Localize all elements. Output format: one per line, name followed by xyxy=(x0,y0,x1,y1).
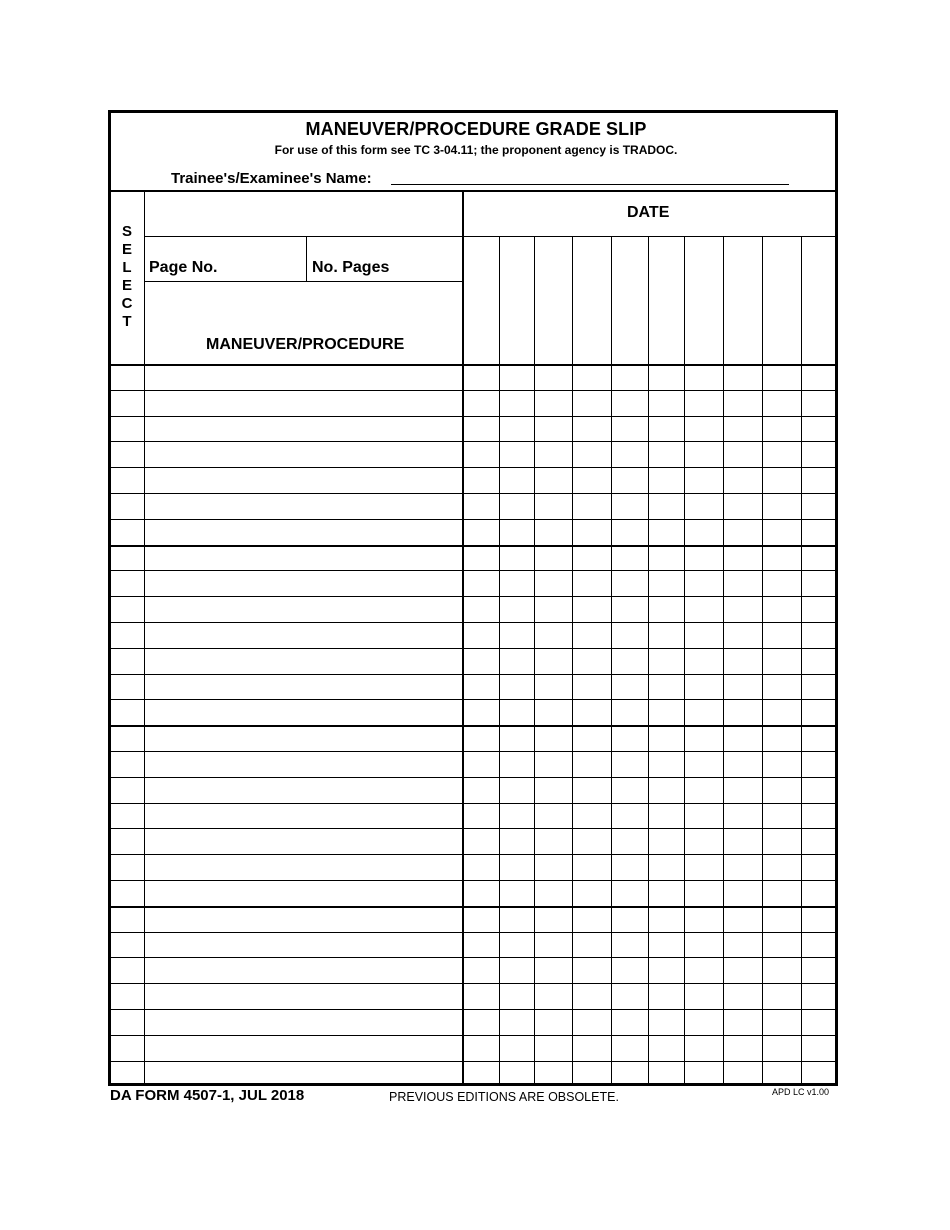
form-header xyxy=(111,113,835,192)
table-row-line xyxy=(111,880,835,881)
table-row-line xyxy=(111,622,835,623)
select-letter: E xyxy=(121,277,132,294)
page-no-divider xyxy=(306,236,307,281)
select-letter: C xyxy=(121,295,133,312)
form-subtitle: For use of this form see TC 3-04.11; the proponent agency is TRADOC. xyxy=(274,143,678,157)
editions-note: PREVIOUS EDITIONS ARE OBSOLETE. xyxy=(389,1090,619,1104)
table-row-line xyxy=(111,519,835,520)
page-no-row-bottom xyxy=(144,281,462,282)
select-letter: S xyxy=(121,223,132,240)
table-row-line xyxy=(111,441,835,442)
table-row-line xyxy=(111,803,835,804)
maneuver-column-divider xyxy=(462,190,464,1083)
table-row-line xyxy=(111,674,835,675)
grade-slip-form xyxy=(108,110,838,1086)
no-pages-label: No. Pages xyxy=(312,259,390,276)
date-header: DATE xyxy=(627,204,670,221)
table-row-line xyxy=(111,725,835,727)
select-column-header xyxy=(119,223,135,331)
table-row-line xyxy=(111,1035,835,1036)
page-no-label: Page No. xyxy=(149,259,218,276)
table-row-line xyxy=(111,1061,835,1062)
version-label: APD LC v1.00 xyxy=(772,1087,830,1097)
table-row-line xyxy=(111,390,835,391)
table-row-line xyxy=(111,983,835,984)
table-row-line xyxy=(111,493,835,494)
table-row-line xyxy=(111,932,835,933)
table-row-line xyxy=(111,699,835,700)
select-letter: E xyxy=(121,241,132,258)
table-row-line xyxy=(111,467,835,468)
form-number: DA FORM 4507-1, JUL 2018 xyxy=(110,1087,305,1104)
table-row-line xyxy=(111,596,835,597)
select-letter: L xyxy=(122,259,132,276)
maneuver-procedure-header: MANEUVER/PROCEDURE xyxy=(206,336,405,353)
date-row-divider xyxy=(144,236,835,237)
table-row-line xyxy=(111,364,835,366)
table-row-line xyxy=(111,1009,835,1010)
table-row-line xyxy=(111,648,835,649)
table-row-line xyxy=(111,828,835,829)
table-row-line xyxy=(111,854,835,855)
table-row-line xyxy=(111,906,835,908)
select-column-divider xyxy=(144,190,145,1083)
table-row-line xyxy=(111,416,835,417)
table-row-line xyxy=(111,957,835,958)
table-row-line xyxy=(111,777,835,778)
select-letter: T xyxy=(122,313,132,330)
trainee-name-field[interactable] xyxy=(391,184,789,185)
table-row-line xyxy=(111,545,835,547)
form-title: MANEUVER/PROCEDURE GRADE SLIP xyxy=(305,119,647,139)
table-row-line xyxy=(111,751,835,752)
table-row-line xyxy=(111,570,835,571)
trainee-name-label: Trainee's/Examinee's Name: xyxy=(171,170,372,187)
